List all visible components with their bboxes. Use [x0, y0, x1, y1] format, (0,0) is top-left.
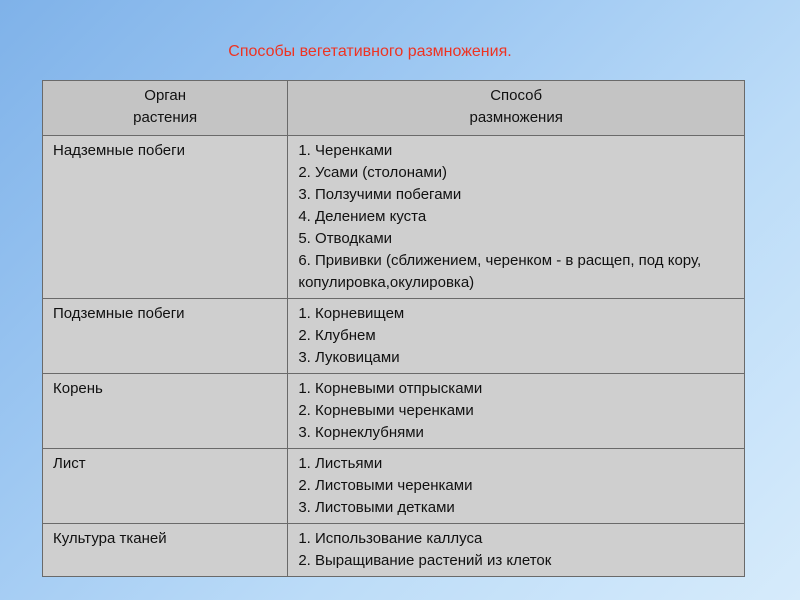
table-header-row: [43, 81, 745, 136]
method-item: 1. Корневищем: [298, 305, 405, 322]
method-item: 3. Ползучими побегами: [298, 186, 462, 203]
method-item: 3. Луковицами: [298, 349, 400, 366]
methods-cell: [288, 449, 745, 524]
method-item: 5. Отводками: [298, 230, 393, 247]
table-row: [43, 524, 745, 577]
method-item: 2. Корневыми черенками: [298, 402, 474, 419]
table-row: [43, 136, 745, 299]
propagation-methods-table: [42, 80, 745, 577]
method-item: 6. Прививки (сближением, черенком - в расщеп, под кору, копулировка,окулировка): [298, 252, 702, 291]
method-item: 2. Усами (столонами): [298, 164, 448, 181]
methods-cell: [288, 136, 745, 299]
table-row: [43, 374, 745, 449]
header-organ-line: растения: [133, 109, 198, 126]
methods-cell: [288, 299, 745, 374]
organ-cell: Корень: [43, 374, 288, 449]
method-item: 1. Корневыми отпрысками: [298, 380, 483, 397]
header-method-line: Способ: [490, 87, 543, 104]
methods-cell: [288, 524, 745, 577]
method-item: 1. Листьями: [298, 455, 383, 472]
method-item: 1. Использование каллуса: [298, 530, 483, 547]
header-organ: [43, 81, 288, 136]
organ-cell: Надземные побеги: [43, 136, 288, 299]
organ-cell: Лист: [43, 449, 288, 524]
page-title: Способы вегетативного размножения.: [228, 43, 512, 60]
header-method: [288, 81, 745, 136]
method-item: 2. Клубнем: [298, 327, 376, 344]
table-row: [43, 299, 745, 374]
header-organ-line: Орган: [144, 87, 187, 104]
method-item: 2. Выращивание растений из клеток: [298, 552, 552, 569]
method-item: 3. Корнеклубнями: [298, 424, 424, 441]
methods-cell: [288, 374, 745, 449]
method-item: 4. Делением куста: [298, 208, 427, 225]
header-method-line: размножения: [469, 109, 563, 126]
method-item: 3. Листовыми детками: [298, 499, 455, 516]
method-item: 1. Черенками: [298, 142, 393, 159]
organ-cell: Культура тканей: [43, 524, 288, 577]
method-item: 2. Листовыми черенками: [298, 477, 473, 494]
table-row: [43, 449, 745, 524]
organ-cell: Подземные побеги: [43, 299, 288, 374]
